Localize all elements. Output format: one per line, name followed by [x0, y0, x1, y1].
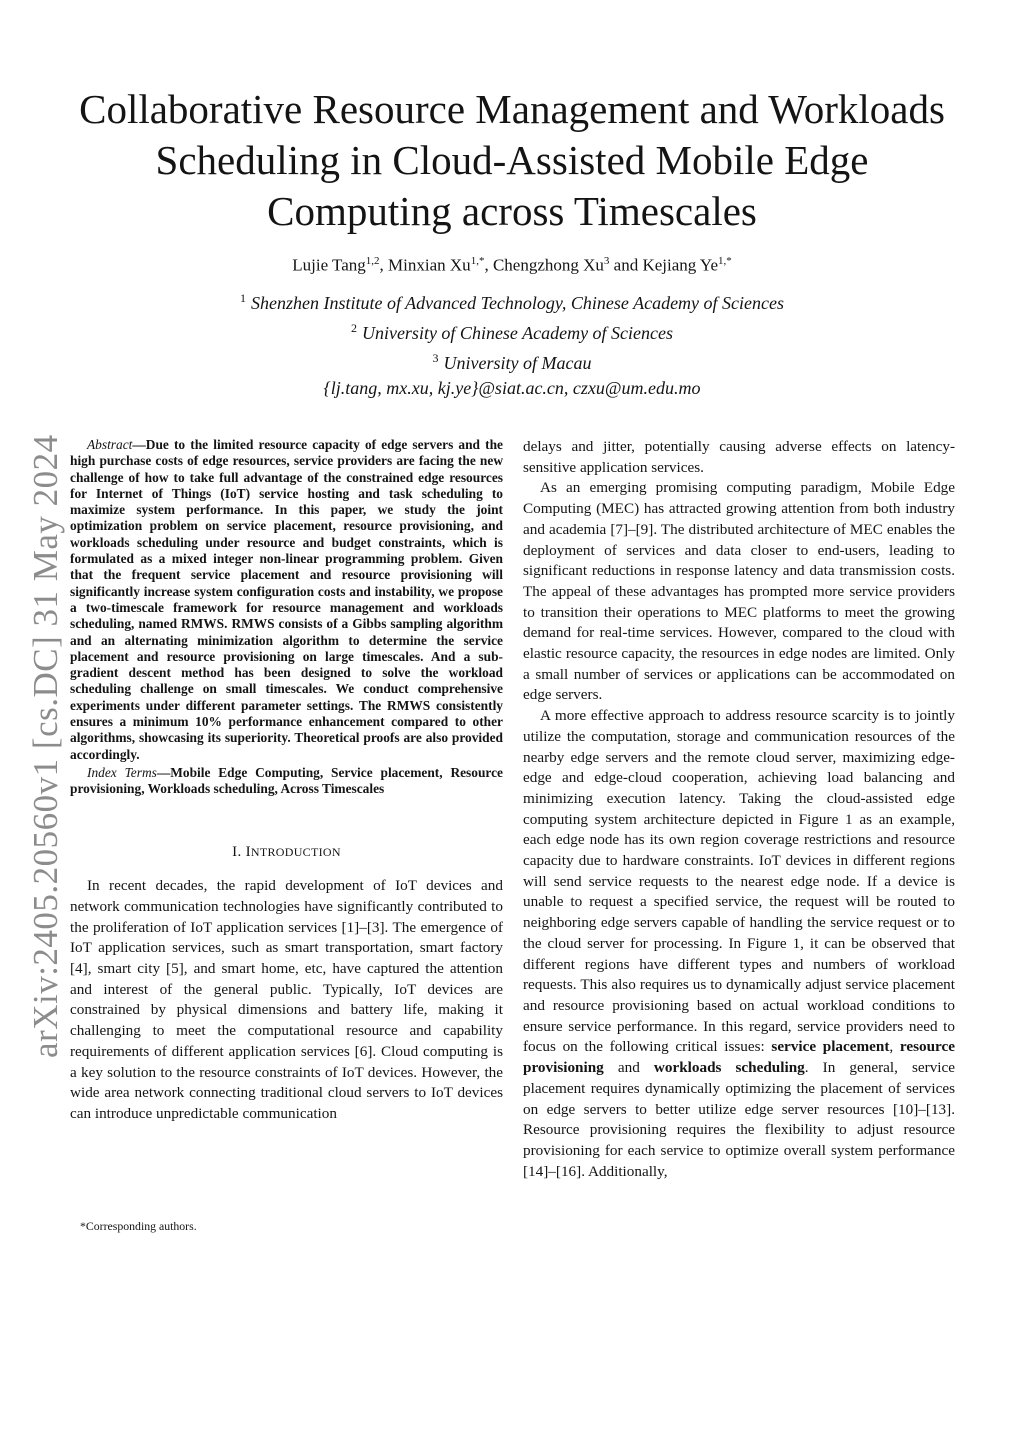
author-affiliation-mark: 3 — [603, 255, 610, 267]
section-heading — [70, 842, 503, 863]
arxiv-identifier: arXiv:2405.20560v1 [cs.DC] 31 May 2024 — [26, 434, 65, 1058]
author-emails: {lj.tang, mx.xu, kj.ye}@siat.ac.cn, czxu@um.edu.mo — [323, 378, 701, 398]
key-issue-resource-provisioning: resource provisioning — [523, 1038, 955, 1077]
section-number: I. — [232, 843, 242, 860]
title-line: Computing across Timescales — [267, 188, 757, 234]
affiliation-number: 2 — [350, 321, 357, 335]
key-issue-workloads-scheduling: workloads scheduling — [653, 1059, 805, 1077]
abstract — [70, 437, 503, 763]
author-list — [0, 255, 1024, 276]
index-terms — [70, 765, 503, 798]
paper-title — [40, 84, 984, 237]
author-separator: , — [484, 255, 493, 275]
author-separator: and — [609, 255, 643, 275]
author-name: Minxian Xu — [388, 255, 471, 275]
author-affiliation-mark: 1,* — [470, 255, 485, 267]
author-affiliation-mark: 1,* — [718, 255, 732, 267]
index-terms-text: —Mobile Edge Computing, Service placement, Resource provisioning, Workloads scheduling, Across Timescales — [70, 764, 503, 797]
affiliation-number: 1 — [239, 291, 246, 305]
author-name: Lujie Tang — [292, 255, 366, 275]
affiliation-line — [0, 346, 1024, 376]
body-paragraph: delays and jitter, potentially causing adverse effects on latency-sensitive application services. — [523, 438, 955, 476]
index-terms-label: Index Terms — [87, 764, 157, 780]
abstract-label: Abstract — [87, 437, 133, 452]
footnote: *Corresponding authors. — [80, 1219, 197, 1233]
abstract-text: —Due to the limited resource capacity of edge servers and the high purchase costs of edge resources, service providers are facing the new challenge of how to take full advantage of the constrained edge resources for Internet of Things (IoT) service hosting and task scheduling to maximize system performance. In this paper, we study the joint optimization problem on service placement, resource provisioning, and workloads scheduling under resource and budget constraints, which is formulated as a mixed integer non-linear programming problem. Given that the frequent service placement and resource provisioning will significantly increase system configuration costs and instability, we propose a two-timescale framework for resource management and workloads scheduling, named RMWS. RMWS consists of a Gibbs sampling algorithm and an alternating minimization algorithm to determine the service placement and resource provisioning on large timescales. And a sub-gradient descent method has been designed to solve the workload scheduling challenge on small timescales. We conduct comprehensive experiments under different parameter settings. The RMWS consistently ensures a minimum 10% performance enhancement compared to other algorithms, showcasing its superiority. Theoretical proofs are also provided accordingly. — [70, 437, 503, 762]
affiliation-text: Shenzhen Institute of Advanced Technology, Chinese Academy of Sciences — [250, 293, 785, 313]
key-issue-service-placement: service placement — [771, 1038, 890, 1056]
author-name: Kejiang Ye — [642, 255, 719, 275]
affiliation-text: University of Macau — [443, 353, 592, 373]
affiliation-block — [0, 286, 1024, 401]
affiliation-text: University of Chinese Academy of Sciences — [361, 323, 674, 343]
title-line: Scheduling in Cloud-Assisted Mobile Edge — [155, 137, 869, 183]
author-affiliation-mark: 1,2 — [365, 255, 380, 267]
paragraph-text: and — [603, 1059, 654, 1077]
body-paragraph — [523, 706, 955, 1182]
body-paragraph: As an emerging promising computing paradigm, Mobile Edge Computing (MEC) has attracted growing attention from both industry and academia [7]–[9]. The distributed architecture of MEC enables the deployment of services and data closer to end-users, leading to significant reductions in response latency and data transmission costs. The appeal of these advantages has prompted more service providers to transition their operations to MEC platforms to meet the growing demand for real-time services. However, compared to the cloud with elastic resource capacity, the resources in edge nodes are limited. Only a small number of services or applications can be accommodated on edge servers. — [523, 479, 955, 704]
title-line: Collaborative Resource Management and Workloads — [79, 86, 945, 132]
author-separator: , — [379, 255, 389, 275]
paragraph-text: , — [889, 1038, 900, 1056]
author-name: Chengzhong Xu — [492, 255, 604, 275]
section-title-rest: NTRODUCTION — [250, 844, 341, 859]
body-paragraph: In recent decades, the rapid development of IoT devices and network communication technologies have significantly contributed to the proliferation of IoT application services [1]–[3]. The emergence of IoT application services, such as smart transportation, smart factory [4], smart city [5], and smart home, etc, have captured the attention and interest of the general public. Typically, IoT devices are constrained by physical dimensions and battery life, making it challenging to meet the computational resource and capability requirements of different application services [6]. Cloud computing is a key solution to the resource constraints of IoT devices. However, the wide area network connecting traditional cloud servers to IoT devices can introduce unpredictable communication — [70, 877, 503, 1122]
affiliation-line — [0, 286, 1024, 316]
section-title-initial: I — [245, 843, 251, 860]
paragraph-text: A more effective approach to address resource scarcity is to jointly utilize the computation, storage and communication resources of the nearby edge servers and the remote cloud server, maximizing edge-edge and edge-cloud cooperation, achieving load balancing and minimizing execution latency. Taking the cloud-assisted edge computing system architecture depicted in Figure 1 as an example, each edge node has its own region coverage restrictions and resource capacity due to hardware constraints. IoT devices in different regions will send service requests to the nearest edge node. If a device is unable to request a specified service, the request will be routed to neighboring edge servers capable of handling the service request or to the cloud server for processing. In Figure 1, it can be observed that different regions have different types and numbers of workload requests. This also requires us to dynamically adjust service placement and resource provisioning based on actual workload conditions to ensure service performance. In this regard, service providers need to focus on the following critical issues: — [523, 707, 955, 1056]
left-column — [70, 437, 503, 1125]
affiliation-number: 3 — [432, 351, 439, 365]
affiliation-line — [0, 316, 1024, 346]
paragraph-text: . In general, service placement requires dynamically optimizing the placement of services on edge servers to better utilize edge server resources [10]–[13]. Resource provisioning requires the flexibility to adjust resource provisioning for each service to optimize overall system performance [14]–[16]. Additionally, — [523, 1059, 955, 1180]
right-column — [523, 437, 955, 1182]
